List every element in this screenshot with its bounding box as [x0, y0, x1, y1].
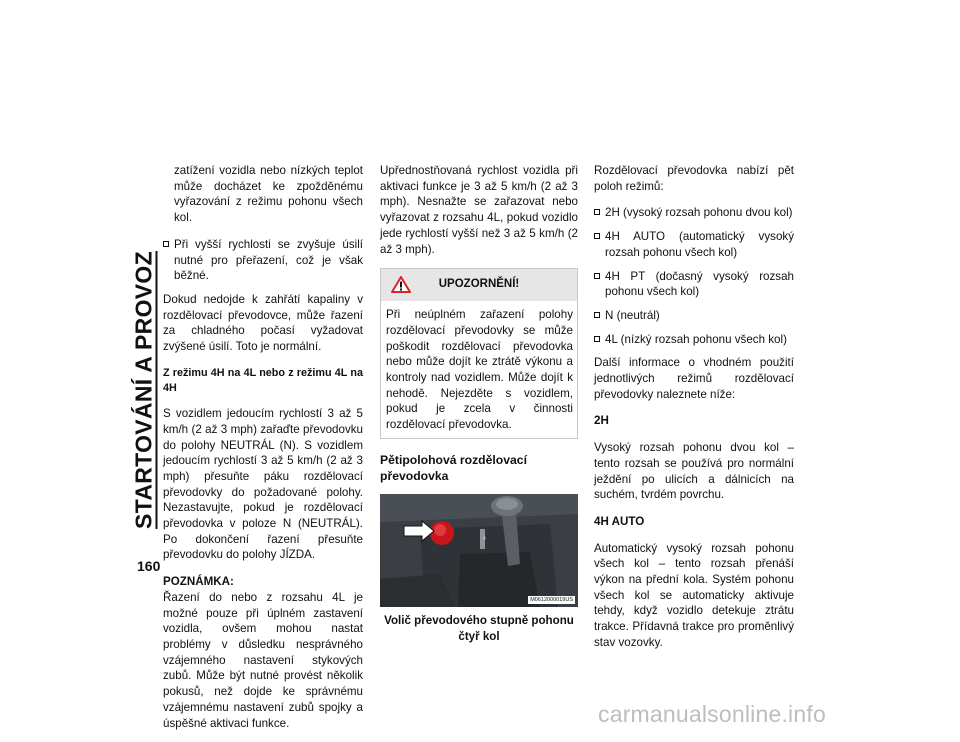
paragraph: Rozdělovací převodovka nabízí pět poloh režimů: [594, 164, 794, 193]
paragraph: Další informace o vhodném použití jednotlivých režimů rozdělovací převodovky naleznete níže: [594, 356, 794, 401]
svg-text:4: 4 [483, 536, 486, 543]
section-title: Pětipolohová rozdělovací převodovka [380, 452, 527, 483]
column-right [594, 163, 794, 662]
mode-heading-2h: 2H [594, 414, 609, 428]
page-number: 160 [137, 558, 161, 574]
warning-box [380, 268, 578, 439]
bullet-item: Při vyšší rychlosti se zvyšuje úsilí nutné pro přeřazení, což je však běžné. [163, 237, 363, 284]
paragraph: Upřednostňovaná rychlost vozidla při aktivaci funkce je 3 až 5 km/h (2 až 3 mph). Nesnažte se zařazovat nebo vyřazovat z rozsahu 4L, pokud vozidlo jede rychlostí vyšší než 3 až 5 km/h (2 až 3 mph). [380, 164, 578, 256]
mode-list-item: 2H (vysoký rozsah pohonu dvou kol) [594, 205, 794, 221]
subheading: Z režimu 4H na 4L nebo z režimu 4L na 4H [163, 366, 363, 395]
mode-list-item: 4L (nízký rozsah pohonu všech kol) [594, 332, 794, 348]
gear-selector-photo [380, 494, 578, 607]
warning-title: UPOZORNĚNÍ! [438, 278, 520, 291]
paragraph: Vysoký rozsah pohonu dvou kol – tento rozsah se používá pro normální ježdění po ulicích a dálnicích na suchém, tvrdém povrchu. [594, 441, 794, 502]
paragraph: S vozidlem jedoucím rychlostí 3 až 5 km/h (2 až 3 mph) zařaďte převodovku do polohy NEUTRÁL (N). S vozidlem jedoucím rychlostí 3 až 5 km/h (2 až 3 mph) přesuňte páku rozdělovací převodovky do požadované polohy. Nezastavujte, pokud je rozdělovací převodovka v poloze N (NEUTRÁL). Po dokončení řazení přesuňte převodovku do polohy JÍZDA. [163, 407, 363, 562]
figure-caption: Volič převodového stupně pohonu čtyř kol [384, 614, 574, 643]
mode-list-item: N (neutrál) [594, 308, 794, 324]
chapter-title [124, 170, 164, 610]
note-label: POZNÁMKA: [163, 575, 234, 589]
watermark: carmanualsonline.info [598, 701, 826, 727]
column-left [163, 163, 363, 742]
mode-list-item: 4H PT (dočasný vysoký rozsah pohonu všech kol) [594, 269, 794, 300]
chapter-title-text: STARTOVÁNÍ A PROVOZ [130, 251, 157, 529]
paragraph: Automatický vysoký rozsah pohonu všech kol – tento rozsah přenáší výkon na přední kola. Systém pohonu všech kol se automaticky aktivuje tehdy, když vozidlo detekuje ztrátu trakce. Přídavná trakce pro proměnlivý stav vozovky. [594, 541, 794, 649]
note-text: Řazení do nebo z rozsahu 4L je možné pouze při úplném zastavení vozidla, ovšem mohou nastat problémy v důsledku nesprávného vzájemného nastavení stykových zubů. Může být nutné provést několik pokusů, než dojde ke správnému vzájemnému nastavení zubů spojky a úspěšné aktivaci funkce. [163, 590, 363, 730]
figure-code: M0612000019US [530, 597, 573, 604]
mode-heading-4h-auto: 4H AUTO [594, 514, 645, 528]
column-middle [380, 163, 578, 656]
mode-list-item: 4H AUTO (automatický vysoký rozsah pohonu všech kol) [594, 229, 794, 260]
warning-header [381, 269, 577, 301]
continued-paragraph: zatížení vozidla nebo nízkých teplot může docházet ke zpožděnému vyřazování z režimu pohonu všech kol. [174, 164, 363, 225]
warning-triangle-icon [391, 276, 411, 293]
paragraph: Dokud nedojde k zahřátí kapaliny v rozdělovací převodovce, může řazení za chladného počasí vyžadovat zvýšené úsilí. Toto je normální. [163, 292, 363, 354]
warning-text: Při neúplném zařazení polohy rozdělovací převodovky se může poškodit rozdělovací převodovka nebo může dojít ke ztrátě výkonu a kontroly nad vozidlem. Může dojít k nehodě. Nejezděte s vozidlem, pokud je zcela v činnosti rozdělovací převodovka. [386, 308, 573, 432]
